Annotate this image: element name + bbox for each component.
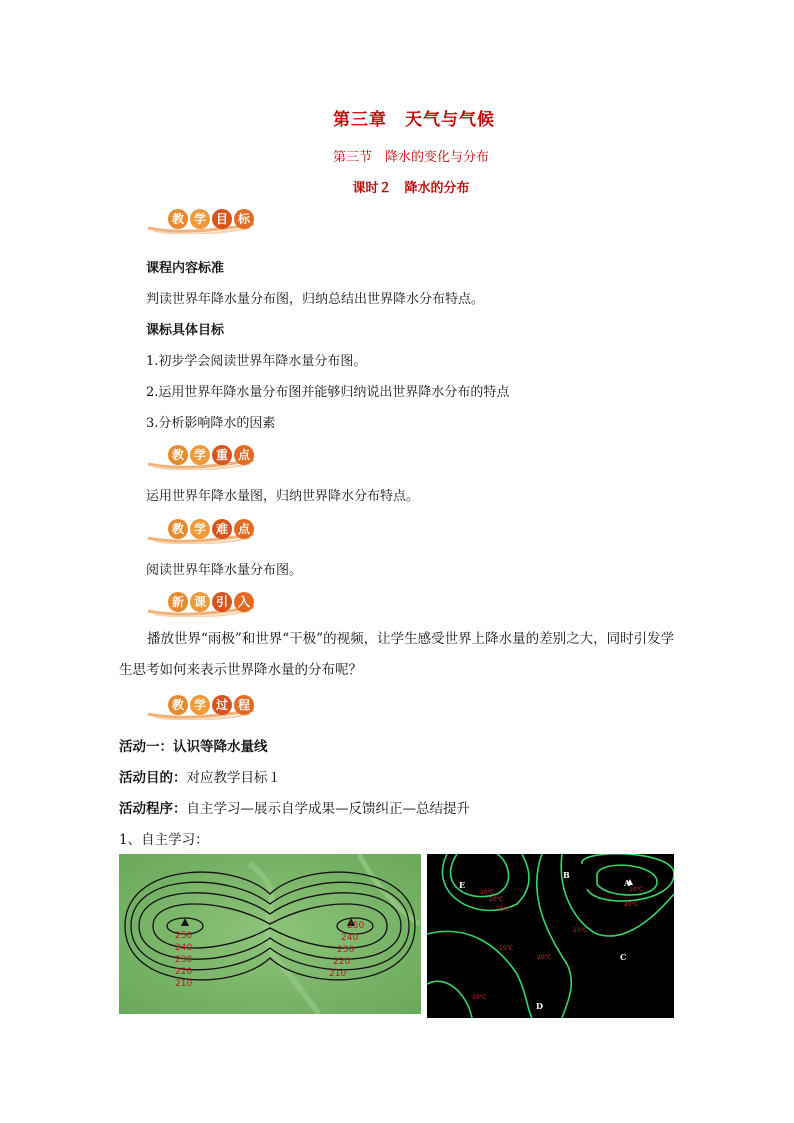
difficulty-text: 阅读世界年降水量分布图。 — [146, 563, 303, 578]
contour-label: 230 — [337, 945, 355, 955]
header-char: 过 — [212, 695, 232, 715]
contour-label: 220 — [333, 957, 351, 967]
activity1-procedure-text: 自主学习—展示自学成果—反馈纠正—总结提升 — [186, 801, 470, 817]
temperature-label: 20℃ — [537, 954, 552, 961]
header-char: 目 — [212, 209, 232, 229]
activity1-procedure-label: 活动程序： — [119, 801, 187, 817]
map-point-label: E — [459, 880, 466, 890]
activity1-goal-text: 对应教学目标１ — [186, 770, 281, 786]
activity1-goal-label: 活动目的： — [119, 770, 187, 786]
self-study-label: 1、自主学习： — [119, 832, 209, 848]
map-point-label: D — [536, 1001, 543, 1011]
header-char: 标 — [234, 209, 254, 229]
specific-goals-label: 课标具体目标 — [146, 323, 225, 338]
temperature-label: 10℃ — [480, 889, 495, 896]
contour-label: 210 — [175, 979, 193, 989]
header-char: 难 — [212, 519, 232, 539]
objectives-header — [146, 206, 258, 234]
header-char: 学 — [190, 695, 210, 715]
goal-item: 2.运用世界年降水量分布图并能够归纳说出世界降水分布的特点 — [146, 385, 510, 400]
isoline-map-right — [427, 854, 674, 1018]
intro-header — [146, 589, 258, 617]
header-char: 重 — [212, 445, 232, 465]
process-header — [146, 692, 258, 720]
goal-item: 1.初步学会阅读世界年降水量分布图。 — [146, 354, 367, 369]
header-char: 引 — [212, 592, 232, 612]
curriculum-standard-label: 课程内容标准 — [146, 261, 225, 276]
intro-paragraph: 播放世界“雨极”和世界“干极”的视频，让学生感受世界上降水量的差别之大，同时引发学生思考如何来表示世界降水量的分布呢？ — [119, 631, 675, 678]
goal-item: 3.分析影响降水的因素 — [146, 416, 276, 431]
contour-label: 210 — [329, 969, 347, 979]
lesson-title: 课时２ 降水的分布 — [352, 181, 470, 196]
header-char: 教 — [168, 209, 188, 229]
temperature-label: 20℃ — [489, 896, 504, 903]
right-map-labels — [329, 920, 365, 980]
contour-label: 240 — [341, 933, 359, 943]
header-char: 点 — [234, 445, 254, 465]
header-char: 教 — [168, 695, 188, 715]
temperature-label: 10℃ — [629, 886, 644, 893]
header-char: 教 — [168, 445, 188, 465]
temperature-label: 20℃ — [624, 901, 639, 908]
header-char: 程 — [234, 695, 254, 715]
header-char: 新 — [168, 592, 188, 612]
map-point-label: C — [620, 952, 627, 962]
activity1-procedure — [119, 797, 470, 817]
map-point-label: A — [624, 878, 631, 888]
header-char: 入 — [234, 592, 254, 612]
activity1-goal — [119, 766, 281, 786]
header-char: 点 — [234, 519, 254, 539]
contour-label: 220 — [175, 967, 193, 977]
header-char: 学 — [190, 519, 210, 539]
key-point-text: 运用世界年降水量图，归纳世界降水分布特点。 — [146, 489, 420, 504]
section-title: 第三节 降水的变化与分布 — [332, 150, 489, 165]
key-points-header — [146, 442, 258, 470]
header-char: 学 — [190, 445, 210, 465]
temperature-label: 15℃ — [499, 945, 514, 952]
temperature-label: 15℃ — [496, 906, 511, 913]
map-point-label: B — [563, 870, 570, 880]
difficulties-header — [146, 516, 258, 544]
contour-label: 230 — [175, 955, 193, 965]
contour-label: 250 — [347, 921, 365, 931]
temperature-label: 10℃ — [573, 927, 588, 934]
header-char: 课 — [190, 592, 210, 612]
left-map-labels — [175, 930, 192, 990]
contour-label: 250 — [175, 931, 193, 941]
header-char: 学 — [190, 209, 210, 229]
activity1-title: 活动一：认识等降水量线 — [119, 739, 268, 755]
contour-label: 240 — [175, 943, 193, 953]
chapter-title: 第三章 天气与气候 — [333, 110, 495, 130]
temperature-label: 10℃ — [472, 994, 487, 1001]
isoline-map-left — [119, 854, 421, 1014]
header-char: 教 — [168, 519, 188, 539]
curriculum-standard-text: 判读世界年降水量分布图，归纳总结出世界降水分布特点。 — [146, 292, 485, 307]
